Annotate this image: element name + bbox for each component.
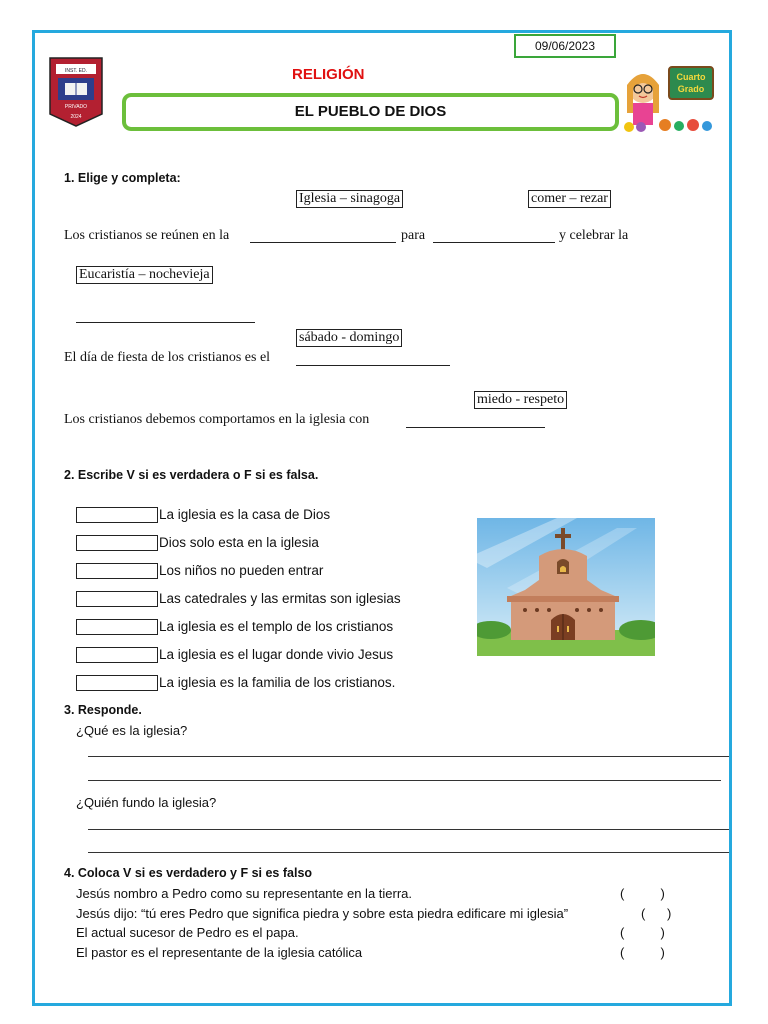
question-2: ¿Quién fundo la iglesia? (76, 795, 217, 810)
answer-line[interactable] (88, 756, 729, 757)
question-1: ¿Qué es la iglesia? (76, 723, 188, 738)
answer-box[interactable] (76, 675, 158, 691)
answer-parentheses[interactable]: ( ) (620, 945, 665, 960)
tf-item (76, 675, 395, 693)
tf-item-text: La iglesia es la familia de los cristianos. (159, 675, 396, 690)
answer-box[interactable] (76, 619, 158, 635)
worksheet-title: EL PUEBLO DE DIOS (122, 93, 619, 131)
subject-label: RELIGIÓN (292, 66, 365, 83)
statement-text: Jesús nombro a Pedro como su representante en la tierra. (76, 886, 413, 901)
section2-heading: 2. Escribe V si es verdadera o F si es falsa. (64, 468, 319, 482)
tf-item (76, 591, 401, 609)
section1-heading: 1. Elige y completa: (64, 171, 181, 185)
answer-parentheses[interactable]: ( ) (620, 925, 665, 940)
tf-item-text: La iglesia es el templo de los cristianos (159, 619, 394, 634)
options-day: sábado - domingo (296, 329, 402, 347)
answer-box[interactable] (76, 591, 158, 607)
statement-text: El actual sucesor de Pedro es el papa. (76, 925, 299, 940)
answer-box[interactable] (76, 563, 158, 579)
options-celebration: Eucaristía – nochevieja (76, 266, 213, 284)
tf-item (76, 563, 323, 581)
options-activity: comer – rezar (528, 190, 611, 208)
tf-item-text: La iglesia es la casa de Dios (159, 507, 331, 522)
badge-text-1: Cuarto (676, 72, 706, 82)
answer-line[interactable] (88, 780, 721, 781)
badge-text-2: Grado (677, 84, 705, 94)
crest-text-mid: PRIVADO (64, 104, 88, 110)
tf-item (76, 507, 330, 525)
tf-item-text: La iglesia es el lugar donde vivio Jesus (159, 647, 394, 662)
sentence-a-part1: Los cristianos se reúnen en la (64, 228, 230, 243)
sentence-a-part2: para (401, 228, 426, 243)
blank-b[interactable] (296, 365, 450, 366)
tf-item-text: Dios solo esta en la iglesia (159, 535, 319, 550)
date-box: 09/06/2023 (514, 34, 616, 58)
tf-item (76, 535, 319, 553)
options-place: Iglesia – sinagoga (296, 190, 403, 208)
section3-heading: 3. Responde. (64, 703, 142, 717)
crest-text-top: INST. ED. (65, 68, 87, 74)
school-crest-logo (48, 56, 104, 128)
blank-c[interactable] (406, 427, 545, 428)
answer-box[interactable] (76, 507, 158, 523)
statement-text: Jesús dijo: “tú eres Pedro que significa piedra y sobre esta piedra edificare mi iglesia” (76, 906, 569, 921)
statement-text: El pastor es el representante de la iglesia católica (76, 945, 363, 960)
blank-a1[interactable] (250, 242, 396, 243)
answer-parentheses[interactable]: ( ) (620, 886, 665, 901)
crest-text-year: 2024 (70, 114, 82, 120)
tf-item-text: Los niños no pueden entrar (159, 563, 324, 578)
answer-box[interactable] (76, 647, 158, 663)
tf-item (76, 647, 393, 665)
sentence-b: El día de fiesta de los cristianos es el (64, 350, 271, 365)
answer-line[interactable] (88, 852, 729, 853)
blank-a3[interactable] (76, 322, 255, 323)
section4-heading: 4. Coloca V si es verdadero y F si es falso (64, 866, 313, 880)
blank-a2[interactable] (433, 242, 555, 243)
sentence-c: Los cristianos debemos comportamos en la iglesia con (64, 412, 370, 427)
answer-box[interactable] (76, 535, 158, 551)
answer-line[interactable] (88, 829, 729, 830)
church-illustration (477, 518, 655, 656)
sentence-a-part3: y celebrar la (559, 228, 629, 243)
tf-item (76, 619, 393, 637)
tf-item-text: Las catedrales y las ermitas son iglesias (159, 591, 401, 606)
grade-badge-illustration (621, 63, 715, 133)
options-attitude: miedo - respeto (474, 391, 567, 409)
answer-parentheses[interactable]: ( ) (641, 906, 672, 921)
